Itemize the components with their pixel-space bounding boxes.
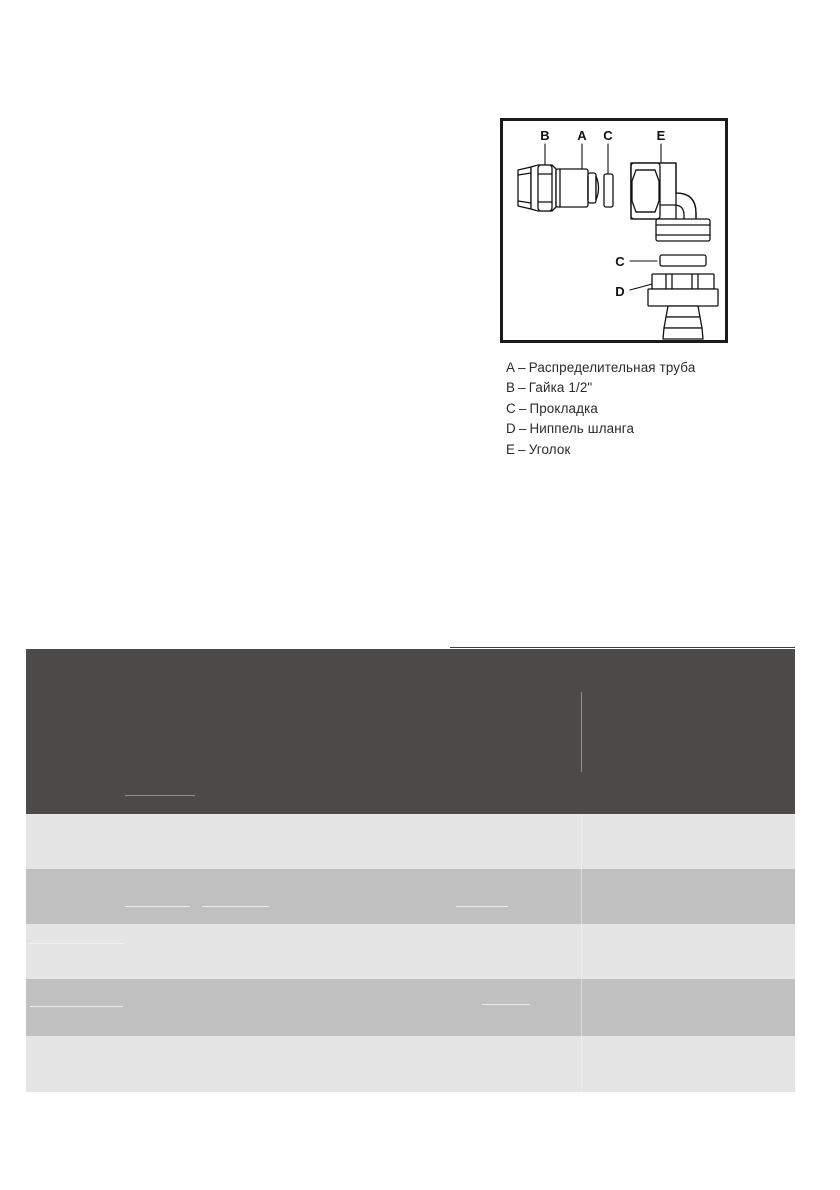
table-row bbox=[26, 979, 795, 1036]
callout-b-top: B bbox=[540, 128, 550, 143]
table-redaction-mark bbox=[202, 906, 269, 907]
legend-key-e: E bbox=[506, 441, 516, 457]
legend-separator: – bbox=[518, 380, 526, 396]
table-column-divider bbox=[581, 692, 582, 772]
specification-table bbox=[26, 649, 795, 1092]
parts-legend bbox=[506, 358, 806, 460]
legend-item-b bbox=[506, 378, 806, 398]
table-row bbox=[26, 1036, 795, 1092]
callout-c-lower: C bbox=[615, 254, 625, 269]
legend-key-a: A bbox=[506, 360, 516, 375]
table-row bbox=[26, 924, 795, 979]
legend-item-d bbox=[506, 419, 806, 439]
table-top-rule bbox=[450, 647, 795, 648]
legend-key-c: C bbox=[506, 400, 516, 416]
table-redaction-mark bbox=[482, 1004, 530, 1005]
legend-key-b: B bbox=[506, 380, 516, 396]
table-row bbox=[26, 814, 795, 869]
callout-e-top: E bbox=[656, 128, 666, 143]
legend-separator: – bbox=[518, 400, 527, 416]
legend-label-d: Ниппель шланга bbox=[529, 421, 635, 437]
legend-label-a: Распределительная труба bbox=[528, 360, 696, 375]
legend-key-d: D bbox=[506, 421, 516, 437]
legend-separator: – bbox=[518, 441, 526, 457]
legend-label-c: Прокладка bbox=[529, 400, 598, 416]
legend-label-e: Уголок bbox=[528, 441, 571, 457]
legend-item-e bbox=[506, 440, 806, 460]
legend-item-a bbox=[506, 358, 806, 378]
table-redaction-mark bbox=[456, 906, 508, 907]
legend-separator: – bbox=[518, 360, 526, 375]
exploded-view-drawing bbox=[500, 118, 728, 343]
legend-label-b: Гайка 1/2" bbox=[528, 380, 593, 396]
table-redaction-mark bbox=[125, 795, 195, 796]
table-redaction-mark bbox=[30, 1006, 123, 1007]
legend-item-c bbox=[506, 399, 806, 419]
table-header-row bbox=[26, 649, 795, 814]
callout-a-top: A bbox=[577, 128, 587, 143]
table-column-divider bbox=[581, 814, 582, 1092]
assembly-figure bbox=[500, 118, 728, 343]
table-redaction-mark bbox=[125, 906, 190, 907]
callout-d-lower: D bbox=[615, 284, 625, 299]
callout-c-top: C bbox=[603, 128, 613, 143]
table-row bbox=[26, 869, 795, 924]
legend-separator: – bbox=[518, 421, 527, 437]
table-redaction-mark bbox=[30, 943, 123, 944]
